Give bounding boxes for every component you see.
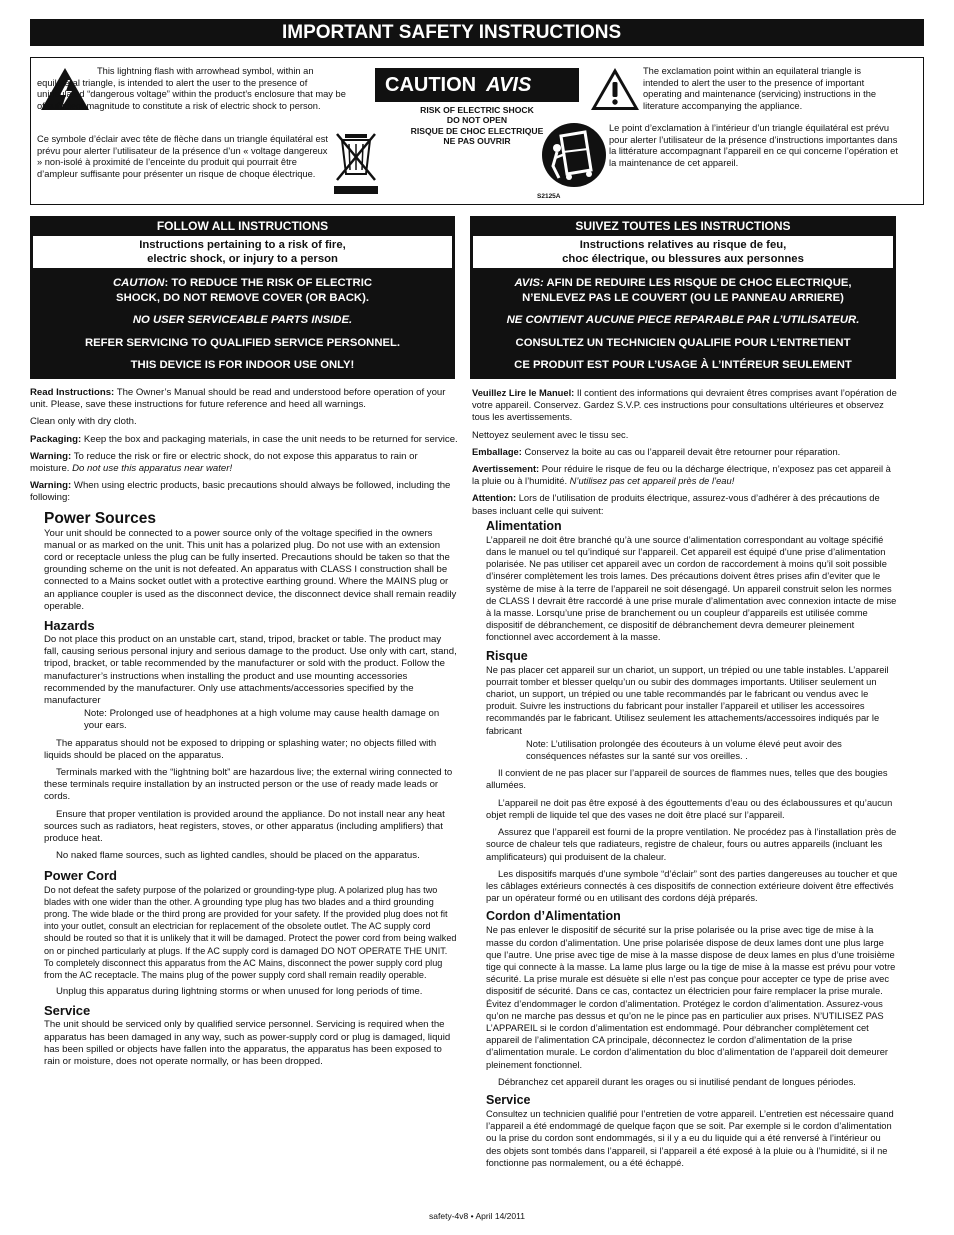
headphones-note: Note: Prolonged use of headphones at a high volume may cause health damage on your ears. (84, 708, 440, 732)
warning-precautions: Warning: When using electric products, basic precautions should always be followed, including the following: (30, 480, 451, 504)
lightning-text-en: This lightning flash with arrowhead symbol, within an equilateral triangle, is intended to alert the user to the presence of uninsulated “dangerous voltage” within the product’s enclosure that may be of sufficient magnitude to constitute a risk of electric shock to person. (37, 66, 346, 111)
exclamation-triangle-icon (589, 66, 641, 112)
lightning-text-fr: Ce symbole d’éclair avec tête de flèche dans un triangle équilatéral est prévu pour alerter l’utilisateur de la présence d’un « voltage dangereux » non-isolé à proximité de l’enceinte du produit qui pourrait être d’ampleur suffisante pour présenter un risque de choque électrique. (37, 134, 328, 179)
caution-cover-text: CAUTION: TO REDUCE THE RISK OF ELECTRIC SHOCK, DO NOT REMOVE COVER (OR BACK). (112, 277, 372, 304)
weee-bin-icon (331, 128, 381, 198)
egouttements-text: L’appareil ne doit pas être exposé à des égouttements d’eau ou des éclaboussures et qu’aucun objet rempli de liquide tel que des vases ne doit être placé sur l’appareil. (486, 797, 893, 820)
caution-label-box (375, 68, 579, 102)
french-column (470, 216, 896, 379)
ecouteurs-note: Note: L’utilisation prolongée des écouteurs à un volume élevé peut avoir des conséquences néfastes sur la santé sur vos oreilles. . (526, 738, 842, 762)
naked-flame-text: No naked flame sources, such as lighted candles, should be placed on the apparatus. (56, 850, 420, 862)
panel-header: SUIVEZ TOUTES LES INSTRUCTIONS (575, 219, 791, 233)
emballage-text: Emballage: Conservez la boite au cas ou l’appareil devait être retourner pour réparation. (472, 446, 841, 457)
panel-header: FOLLOW ALL INSTRUCTIONS (156, 219, 329, 233)
dripping-water-text: The apparatus should not be exposed to dripping or splashing water; no objects filled with liquids should be placed on the apparatus. (44, 737, 437, 761)
avis-cover-text: AVIS: AFIN DE REDUIRE LES RISQUE DE CHOC ELECTRIQUE, N’ENLEVEZ PAS LE COUVERT (OU LE PANNEAU ARRIERE) (514, 277, 852, 304)
clean-instruction: Clean only with dry cloth. (30, 416, 137, 428)
exclamation-text-en: The exclamation point within an equilateral triangle is intended to alert the user to the presence of important operating and maintenance (servicing) instructions in the literature accompanying the appliance. (643, 66, 877, 111)
cart-tipover-icon (541, 122, 607, 188)
english-body (30, 387, 458, 1073)
footer-version: safety-4v8 • April 14/2011 (429, 1211, 525, 1221)
avertissement-text: Avertissement: Pour réduire le risque de feu ou la décharge électrique, n’exposez pas cet appareil à la pluie ou à l’humidité. N’utilisez pas cet appareil près de l’eau! (472, 464, 891, 487)
risque-text: Ne pas placer cet appareil sur un chariot, un support, un trépied ou une table instables. L’appareil pourrait tomber et blesser quelqu’un ou subir des dommages importants. Utiliser seulement un chariot, un support, un trépied ou une table recommandés par le fabricant ou vendus avec le produit. Suivre les instructions du fabricant pour installer l’appareil et utiliser les accessoires recommandés par le fabricant. Utilisez seulement les attachements/accessoires indiqués par le fabricant (486, 664, 889, 736)
indoor-use-text: THIS DEVICE IS FOR INDOOR USE ONLY! (130, 359, 355, 371)
no-user-parts-text: NO USER SERVICEABLE PARTS INSIDE. (132, 314, 353, 326)
ventilation-fr-text: Assurez que l’appareil est fourni de la propre ventilation. Ne procédez pas à l’installation près de source de chaleur tels que radiateurs, registre de chaleur, fours ou autres appareils (incluant les amplificateurs) qui produisent de la chaleur. (486, 827, 897, 862)
cordon-heading: Cordon d’Alimentation (486, 909, 621, 924)
alimentation-text: L’appareil ne doit être branché qu’à une source d’alimentation correspondant au voltage spécifié dans le manuel ou tel qu’indiqué sur l’appareil. Cet appareil est équipé d’une prise d’alimentation polarisée. Ne pas utiliser cet appareil avec un cordon de raccordement à moins qu’il soit possible d’insérer complètement les trois lames. Des précautions doivent êtres prises afin d’eviter que le système de mise à la terre de l’appareil ne soit désengagé. Un appareil construit selon les normes de CLASS I devrait être raccordé à une prise murale d’alimentation avec connexion intacte de mise à la masse. Lorsqu’une prise de branchement ou un coupleur d’appareils est utilisée comme dispositif de débranchement, ce dispositif de débranchement devra demeurer pleinement fonctionnel avec accordement à la masse. (486, 534, 897, 643)
unplug-text: Unplug this apparatus during lightning storms or when unused for long periods of time. (56, 986, 423, 998)
exclamation-text-fr: Le point d’exclamation à l’intérieur d’un triangle équilatéral est prévu pour alerter l’utilisateur de la présence d’instructions importantes dans la littérature accompagnant l’appareil en ce qui concerne l’opération et la maintenance de cet appareil. (609, 123, 898, 168)
nettoyez-text: Nettoyez seulement avec le tissu sec. (472, 429, 629, 440)
service-fr-heading: Service (486, 1092, 531, 1107)
eclair-text: Les dispositifs marqués d’une symbole “d’éclair” sont des parties dangereuses au toucher et que les câblages extérieurs connectés à ces dispositifs de connection extérieure doivent être effectivés par un opérateur formé ou en utilisant des cordons déjà préparés. (486, 868, 898, 904)
power-sources-heading: Power Sources (44, 509, 156, 527)
avis-word: AVIS (486, 74, 532, 96)
refer-servicing-text: REFER SERVICING TO QUALIFIED SERVICE PERSONNEL. (84, 336, 401, 349)
service-text: The unit should be serviced only by qualified service personnel. Servicing is required when the apparatus has been damaged in any way, such as power-supply cord or plug is damaged, liquid has been spilled or objects have fallen into the apparatus, the apparatus has been exposed to rain or moisture, does not operate normally, or has been dropped. (44, 1019, 451, 1067)
alimentation-heading: Alimentation (486, 518, 562, 533)
service-fr-text: Consultez un technicien qualifié pour l’entretien de votre appareil. L’entretien est nécessaire quand l’appareil a été endommagé de quelque façon que se soit. Par exemple si le cordon d’alimentation ou la prise du cordon sont endommagés, si il y a eu du liquide qui a été renversé à l’intérieur ou des objets sont tombés dans l’appareil, si l’appareil a été exposé à la pluie ou à l’humidité, si il ne fonctionne pas normalement, ou a été échappé. (486, 1108, 894, 1168)
risque-heading: Risque (486, 648, 528, 663)
read-instructions: Read Instructions: The Owner’s Manual should be read and understood before operation of your unit. Please, save these instructions for future reference and heed all warnings. (30, 387, 446, 411)
lightning-terminals-text: Terminals marked with the “lightning bolt” are hazardous live; the external wiring connected to these terminals require installation by an instructed person or the use of ready made leads or cords. (44, 767, 453, 803)
french-body (472, 387, 898, 1174)
panel-subheader: Instructions relatives au risque de feu, choc électrique, ou blessures aux personnes (473, 236, 893, 268)
power-sources-text: Your unit should be connected to a power source only of the voltage specified in the owners manual or as marked on the unit. This unit has a polarized plug. Do not use with an extension cord or receptacle unless the plug can be fully inserted. Precautions should be taken so that the grounding scheme on the unit is not defeated. An apparatus with CLASS I construction shall be connected to a Mains socket outlet with a protective earthing ground. Where the MAINS plug or an appliance coupler is used as the disconnect device, the disconnect device shall remain readily operable. (44, 527, 457, 612)
service-heading: Service (44, 1003, 91, 1019)
cordon-text: Ne pas enlever le dispositif de sécurité sur la prise polarisée ou la prise avec tige de mise à la masse du cordon d’alimentation. Une prise polarisée dispose de deux lames dont une plus large que l’autre. Une prise avec tige de mise à la masse dispose de deux lames en plus d’une troisième tige qui connecte à la masse. La lame plus large ou la tige de mise à la masse est prévu pour votre sécurité. La prise murale est désuète si elle n’est pas conçue pour accepter ce type de prise avec dispositif de sécurité. Dans ce cas, contactez un électricien pour faire remplacer la prise murale. Évitez d’endommager le cordon d’alimentation. Protégez le cordon d’alimentation. Assurez-vous qu’on ne marche pas dessus et qu’on ne le pince pas en particulier aux prises. N’UTILISEZ PAS L’APPAREIL si le cordon d’alimentation est endommagé. Pour débrancher complètement cet appareil de l’alimentation CA principale, déconnectez le cordon d’alimentation de la prise d’alimentation murale. Le cordon d’alimentation du bloc d’alimentation de l’appareil doit demeurer pleinement fonctionnel. (486, 925, 896, 1070)
packaging-instruction: Packaging: Keep the box and packaging materials, in case the unit needs to be returned for service. (30, 433, 458, 445)
power-cord-heading: Power Cord (44, 867, 117, 883)
warning-symbols-box (30, 57, 924, 205)
follow-instructions-panel (30, 216, 455, 379)
aucune-piece-text: NE CONTIENT AUCUNE PIECE REPARABLE PAR L’UTILISATEUR. (506, 314, 860, 326)
flammes-text: Il convient de ne pas placer sur l’appareil de sources de flammes nues, telles que des bougies allumées. (486, 768, 888, 791)
usage-interieur-text: CE PRODUIT EST POUR L’USAGE À L’INTÉREUR SEULEMENT (514, 359, 852, 371)
consultez-technicien-text: CONSULTEZ UN TECHNICIEN QUALIFIE POUR L’ENTRETIENT (515, 336, 851, 349)
power-cord-text: Do not defeat the safety purpose of the polarized or grounding-type plug. A polarized plug has two blades with one wider than the other. A grounding type plug has two blades and a third grounding prong. The wide blade or the third prong are provided for your safety. If the provided plug does not fit into your outlet, consult an electrician for replacement of the obsolete outlet. The AC supply cord should be routed so that it is unlikely that it will be damaged. Protect the power cord from being walked on or pinched particularly at plugs. If the AC supply cord is damaged DO NOT OPERATE THE UNIT. To completely disconnect this apparatus from the AC Mains, disconnect the power supply cord plug from the AC receptacle. The mains plug of the power supply cord shall remain readily operable. (44, 884, 457, 980)
warning-water: Warning: To reduce the risk or fire or electric shock, do not expose this apparatus to rain or moisture. Do not use this apparatus near water! (30, 450, 418, 475)
english-column (30, 216, 455, 379)
lire-manuel: Veuillez Lire le Manuel: Il contient des informations qui devraient êtres comprises avant l’opération de votre appareil. Conservez. Gardez S.V.P. ces instructions pour consultations ultérieures et observez tous les avertissements. (472, 388, 897, 423)
debranchez-text: Débranchez cet appareil durant les orages ou si inutilisé pendant de longues périodes. (498, 1076, 856, 1087)
caution-word: CAUTION (385, 74, 477, 96)
page-title: IMPORTANT SAFETY INSTRUCTIONS (30, 19, 924, 46)
hazards-heading: Hazards (44, 618, 95, 634)
ventilation-text: Ensure that proper ventilation is provided around the appliance. Do not install near any heat sources such as radiators, heat registers, stoves, or other apparatus (including amplifiers) that produce heat. (44, 808, 445, 845)
attention-text: Attention: Lors de l’utilisation de produits électrique, assurez-vous d’adhérer à des précautions de bases incluant celle qui suivent: (472, 493, 880, 516)
cart-code: S2125A (537, 193, 561, 200)
suivez-instructions-panel (470, 216, 896, 379)
hazards-text: Do not place this product on an unstable cart, stand, tripod, bracket or table. The product may fall, causing serious personal injury and serious damage to the product. Use only with cart, stand, tripod, bracket, or table recommended by the manufacturer or sold with the product. Follow the manufacturer’s instructions when installing the product and use mounting accessories recommended by the manufacturer. Only use attachments/accessories specified by the manufacturer (44, 634, 457, 707)
panel-subheader: Instructions pertaining to a risk of fire, electric shock, or injury to a person (33, 236, 452, 268)
shock-warning-text: RISK OF ELECTRIC SHOCK DO NOT OPEN RISQUE DE CHOC ELECTRIQUE NE PAS OUVRIR (410, 105, 544, 147)
